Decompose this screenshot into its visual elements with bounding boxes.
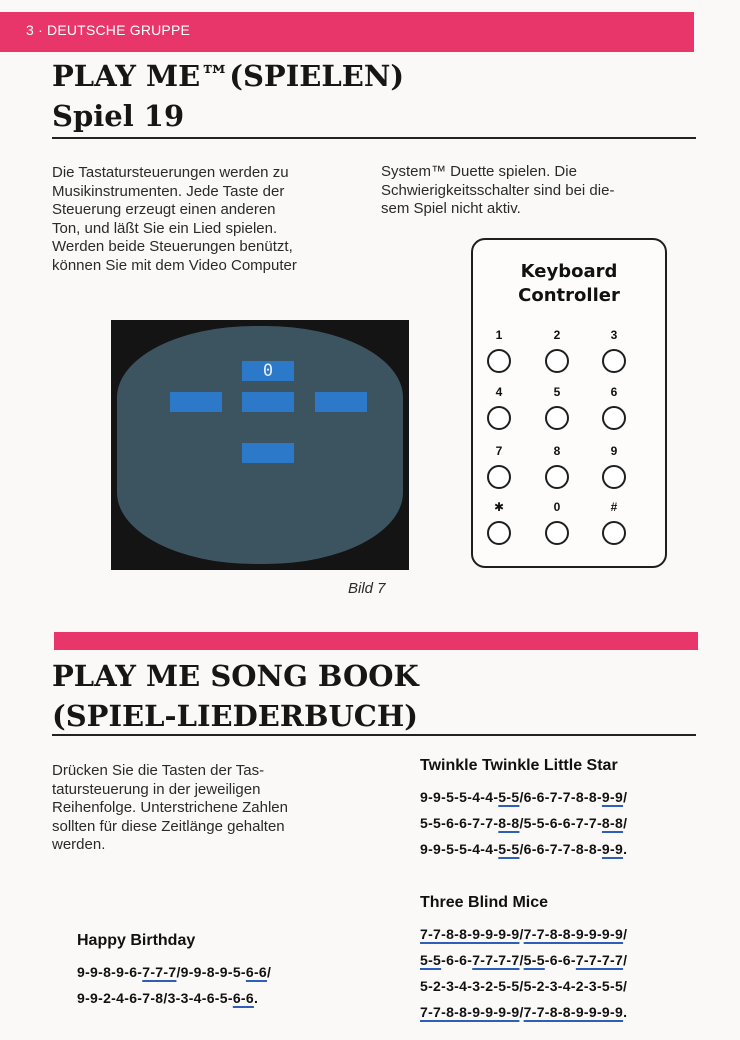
screen-tile-center (242, 392, 294, 412)
notes: 9-9-2-4-6-7-8/3-3-4-6-5- (77, 990, 233, 1006)
song-title: Twinkle Twinkle Little Star (420, 757, 618, 774)
notes: / (519, 926, 524, 942)
game-description-left: Die Tastatursteuerungen werden zu Musikinstrumenten. Jede Taste der Steuerung erzeugt einen anderen Ton, und läßt Sie ein Lied spielen. Werden beide Steuerungen benützt, können Sie mit dem Video Computer (52, 164, 297, 274)
key-button (602, 406, 626, 430)
song-note-line (77, 959, 271, 985)
song-happy-birthday (77, 932, 271, 1011)
notes: / (519, 952, 524, 968)
notes: / (623, 815, 628, 831)
held-notes: 7-7-7 (142, 964, 177, 980)
screen-tile-left (170, 392, 222, 412)
notes: / (623, 789, 628, 805)
notes: -6-6- (544, 952, 576, 968)
controller-title-line2: Controller (518, 285, 620, 306)
song-twinkle (420, 757, 627, 862)
songbook-subtitle: (SPIEL-LIEDERBUCH) (52, 699, 418, 733)
notes: / (267, 964, 272, 980)
song-note-line (420, 921, 627, 947)
key-label: 5 (553, 385, 561, 399)
song-note-line (420, 810, 627, 836)
held-notes: 7-7-7-7 (575, 952, 624, 968)
songbook-title: PLAY ME SONG BOOK (52, 659, 419, 693)
key-button (602, 465, 626, 489)
song-note-line (420, 836, 627, 862)
notes: 9-9-8-9-6- (77, 964, 143, 980)
key-label: 1 (495, 328, 503, 342)
controller-title (471, 260, 667, 308)
held-notes: 7-7-8-8-9-9-9-9 (420, 1004, 520, 1020)
key-button (545, 349, 569, 373)
notes: . (253, 990, 259, 1006)
held-notes: 6-6 (232, 990, 254, 1006)
held-notes: 5-5 (498, 841, 520, 857)
key-label: 4 (495, 385, 503, 399)
game-number: Spiel 19 (52, 99, 185, 133)
game-title: PLAY ME™(SPIELEN) (52, 59, 405, 93)
key-button (602, 521, 626, 545)
song-notes (77, 959, 271, 1011)
key-button (487, 465, 511, 489)
held-notes: 6-6 (245, 964, 268, 980)
notes: 5-5-6-6-7-7- (420, 815, 499, 831)
song-note-line (420, 973, 627, 999)
key-label: 3 (610, 328, 618, 342)
held-notes: 7-7-8-8-9-9-9-9 (523, 926, 624, 942)
game-description-right: System™ Duette spielen. Die Schwierigkeitsschalter sind bei die- sem Spiel nicht aktiv. (381, 163, 615, 217)
song-title: Three Blind Mice (420, 894, 549, 911)
song-title: Happy Birthday (77, 932, 196, 949)
held-notes: 8-8 (498, 815, 520, 831)
song-note-line (77, 985, 271, 1011)
screen-tile-right (315, 392, 367, 412)
key-button (545, 521, 569, 545)
section-divider-bar (54, 632, 698, 650)
key-label: ✱ (493, 500, 505, 514)
held-notes: 5-5 (420, 952, 442, 968)
held-notes: 5-5 (498, 789, 520, 805)
key-button (545, 406, 569, 430)
key-label: 7 (495, 444, 503, 458)
notes: /6-6-7-7-8-8- (519, 789, 602, 805)
notes: /6-6-7-7-8-8- (519, 841, 602, 857)
key-button (602, 349, 626, 373)
song-note-line (420, 784, 627, 810)
section-label: 3 · DEUTSCHE GRUPPE (26, 22, 191, 38)
notes: / (519, 1004, 524, 1020)
song-notes (420, 921, 627, 1025)
notes: . (623, 841, 628, 857)
key-button (487, 349, 511, 373)
notes: /5-5-6-6-7-7- (519, 815, 602, 831)
screen-tile-bottom (242, 443, 294, 463)
held-notes: 7-7-7-7 (472, 952, 520, 968)
screen-score-tile: 0 (242, 361, 294, 381)
notes: . (623, 1004, 628, 1020)
notes: -6-6- (441, 952, 473, 968)
held-notes: 9-9 (601, 841, 624, 857)
held-notes: 8-8 (601, 815, 624, 831)
key-label: 9 (610, 444, 618, 458)
notes: /9-9-8-9-5- (176, 964, 246, 980)
held-notes: 7-7-8-8-9-9-9-9 (420, 926, 520, 942)
key-label: 8 (553, 444, 561, 458)
title-divider (52, 137, 696, 139)
notes: / (623, 926, 628, 942)
key-button (487, 521, 511, 545)
held-notes: 9-9 (601, 789, 624, 805)
key-label: 0 (553, 500, 561, 514)
key-button (487, 406, 511, 430)
held-notes: 7-7-8-8-9-9-9-9 (523, 1004, 624, 1020)
songbook-divider (52, 734, 696, 736)
notes: / (623, 952, 628, 968)
songbook-instructions: Drücken Sie die Tasten der Tas- tatursteuerung in der jeweiligen Reihenfolge. Unterstrichene Zahlen sollten für diese Zeitlänge gehalten werden. (52, 762, 288, 853)
notes: 5-2-3-4-3-2-5-5/5-2-3-4-2-3-5-5/ (420, 978, 628, 994)
song-note-line (420, 947, 627, 973)
notes: 9-9-5-5-4-4- (420, 841, 499, 857)
key-label: # (610, 500, 618, 514)
song-note-line (420, 999, 627, 1025)
held-notes: 5-5 (523, 952, 545, 968)
song-three-blind-mice (420, 894, 627, 1025)
key-label: 6 (610, 385, 618, 399)
notes: 9-9-5-5-4-4- (420, 789, 499, 805)
key-button (545, 465, 569, 489)
figure-caption: Bild 7 (348, 580, 386, 597)
controller-title-line1: Keyboard (520, 261, 618, 282)
key-label: 2 (553, 328, 561, 342)
song-notes (420, 784, 627, 862)
